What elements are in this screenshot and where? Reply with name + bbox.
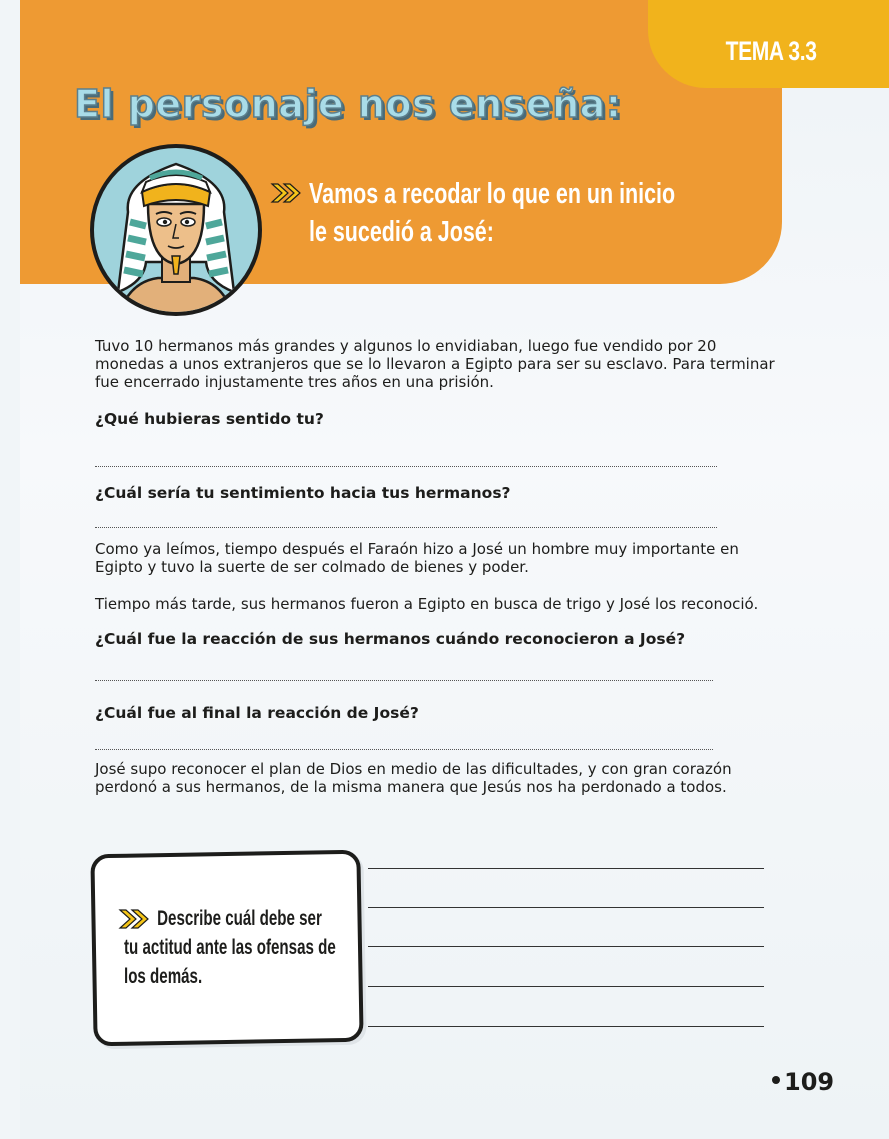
page-title: El personaje nos enseña:	[74, 82, 622, 126]
activity-prompt: Describe cuál debe ser tu actitud ante las ofensas de los demás.	[124, 907, 336, 988]
answer-line-2[interactable]	[95, 527, 717, 528]
pharaoh-portrait-icon	[88, 142, 264, 318]
paragraph-brothers: Tiempo más tarde, sus hermanos fueron a Egipto en busca de trigo y José los reconoció.	[95, 595, 759, 613]
tema-label: TEMA 3.3	[726, 36, 817, 66]
activity-answer-line-5[interactable]	[368, 1026, 764, 1027]
page-number	[772, 1068, 834, 1096]
paragraph-forgiveness: José supo reconocer el plan de Dios en medio de las dificultades, y con gran corazón perdonó a sus hermanos, de la misma manera que Jesús nos ha perdonado a todos.	[95, 760, 732, 796]
tema-tab	[648, 0, 889, 88]
question-2: ¿Cuál sería tu sentimiento hacia tus hermanos?	[95, 484, 511, 502]
page-number-value: 109	[784, 1068, 835, 1096]
activity-answer-line-4[interactable]	[368, 986, 764, 987]
double-chevron-icon	[270, 182, 304, 204]
bullet-icon	[772, 1076, 780, 1084]
intro-text	[309, 175, 723, 251]
activity-answer-line-3[interactable]	[368, 946, 764, 947]
question-3: ¿Cuál fue la reacción de sus hermanos cuándo reconocieron a José?	[95, 630, 686, 648]
answer-line-1[interactable]	[95, 466, 717, 467]
answer-line-3[interactable]	[95, 680, 713, 681]
paragraph-pharaoh: Como ya leímos, tiempo después el Faraón hizo a José un hombre muy importante en Egipto y tuvo la suerte de ser colmado de bienes y poder.	[95, 540, 739, 576]
activity-answer-line-1[interactable]	[368, 868, 764, 869]
intro-line-2: le sucedió a José:	[309, 216, 494, 248]
intro-line-1: Vamos a recodar lo que en un inicio	[309, 178, 676, 210]
question-4: ¿Cuál fue al final la reacción de José?	[95, 704, 419, 722]
question-1: ¿Qué hubieras sentido tu?	[95, 410, 324, 428]
activity-answer-line-2[interactable]	[368, 907, 764, 908]
paragraph-intro: Tuvo 10 hermanos más grandes y algunos lo envidiaban, luego fue vendido por 20 monedas a unos extranjeros que se lo llevaron a Egipto para ser su esclavo. Para terminar fue encerrado injustamente tres años en una prisión.	[95, 337, 775, 391]
answer-line-4[interactable]	[95, 749, 713, 750]
